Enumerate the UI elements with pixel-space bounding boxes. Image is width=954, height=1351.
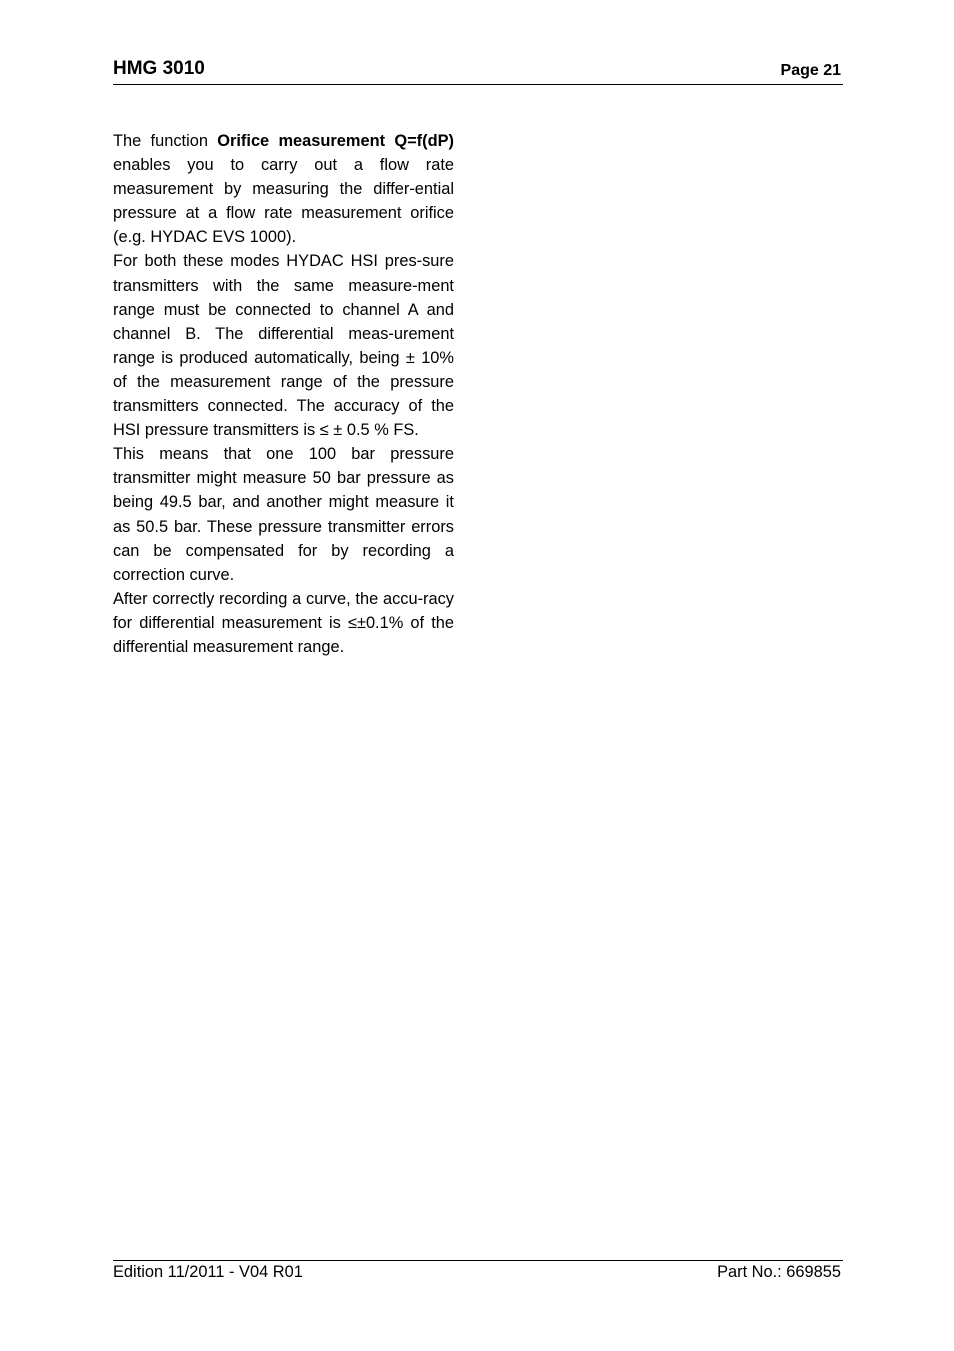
paragraph-accuracy: After correctly recording a curve, the accu-racy for differential measurement is ≤±0.1% of the differential measurement range. (113, 589, 454, 656)
paragraph-text: The function (113, 132, 218, 150)
paragraph-errors: This means that one 100 bar pressure transmitter might measure 50 bar pressure as being 49.5 bar, and another might measure it as 50.5 bar. These pressure transmitter errors can be compensated for by recording a correction curve. (113, 445, 454, 584)
paragraph-text: enables you to carry out a flow rate measurement by measuring the differ-ential pressure at a flow rate measurement orifice (e.g. HYDAC EVS 1000). (113, 156, 454, 247)
paragraph-transmitters: For both these modes HYDAC HSI pres-sure transmitters with the same measure-ment range must be connected to channel A and channel B. The differential meas-urement range is produced automatically, being ± 10% of the measurement range of the pressure transmitters connected. The accuracy of the HSI pressure transmitters is ≤ ± 0.5 % FS. (113, 252, 454, 440)
paragraph-orifice-measurement (113, 129, 454, 249)
function-name: Orifice measurement Q=f(dP) (217, 132, 454, 150)
body-text (113, 129, 454, 659)
document-title: HMG 3010 (113, 58, 205, 79)
page-footer (113, 1260, 843, 1289)
part-number: Part No.: 669855 (717, 1263, 841, 1281)
page-header (113, 56, 843, 85)
page-number: Page 21 (780, 62, 841, 79)
edition-label: Edition 11/2011 - V04 R01 (113, 1263, 303, 1281)
